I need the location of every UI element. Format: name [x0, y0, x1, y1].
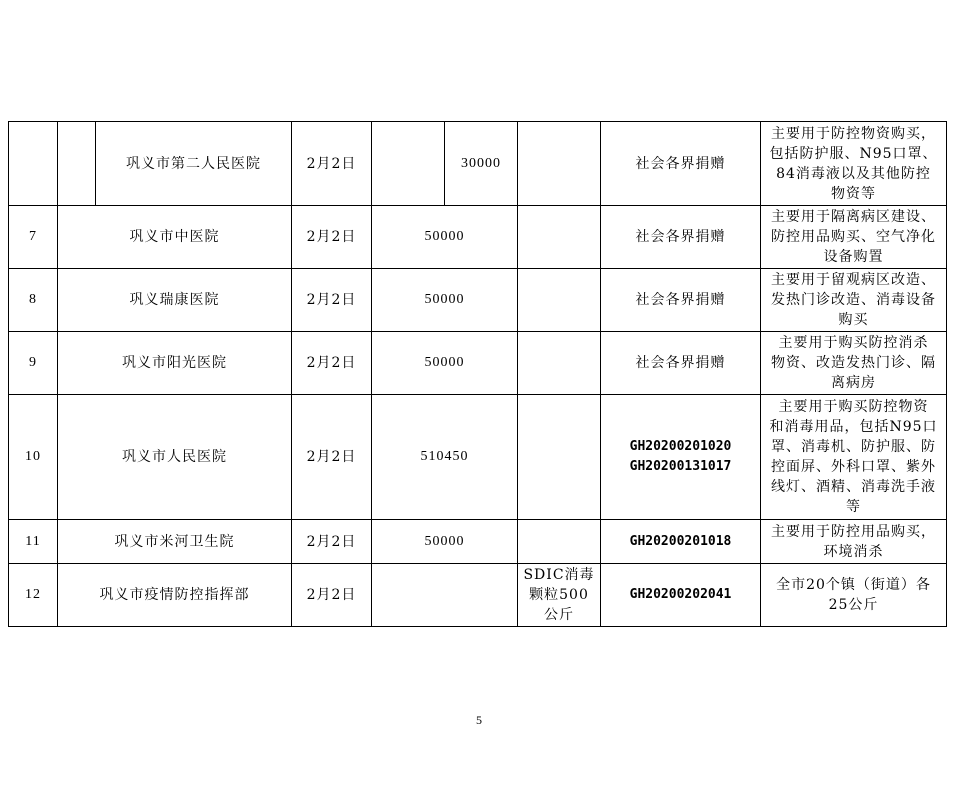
usage-description — [761, 269, 947, 332]
donation-source: 社会各界捐赠 — [601, 269, 761, 332]
row-number: 11 — [9, 520, 58, 564]
recipient-unit: 巩义市阳光医院 — [58, 332, 292, 395]
donated-goods — [518, 395, 601, 520]
donation-date: 2月2日 — [292, 332, 372, 395]
usage-line: 设备购置 — [823, 249, 884, 265]
usage-line: 主要用于防控物资购买， — [771, 125, 936, 142]
donated-goods — [518, 122, 601, 206]
usage-line: 线灯、酒精、消毒洗手液 — [771, 479, 936, 495]
recipient-unit: 巩义市疫情防控指挥部 — [58, 564, 292, 627]
donated-goods — [518, 269, 601, 332]
donation-amount — [372, 564, 518, 627]
usage-line: 罩、消毒机、防护服、防 — [771, 439, 936, 455]
usage-line: 主要用于购买防控物资 — [778, 399, 929, 415]
donation-amount: 50000 — [372, 520, 518, 564]
row-number: 7 — [9, 206, 58, 269]
goods-line: SDIC消毒 — [523, 567, 595, 583]
usage-line: 主要用于防控用品购买， — [771, 523, 936, 540]
usage-line: 物资等 — [831, 185, 876, 202]
donation-source: GH20200202041 — [601, 564, 761, 627]
table-row — [9, 395, 947, 520]
usage-line: 和消毒用品，包括N95口 — [769, 419, 938, 435]
recipient-unit: 巩义市人民医院 — [58, 395, 292, 520]
donation-source: 社会各界捐赠 — [601, 332, 761, 395]
table-row — [9, 269, 947, 332]
table-row — [9, 332, 947, 395]
usage-line: 25公斤 — [828, 597, 879, 613]
table-row — [9, 564, 947, 627]
donation-amount: 50000 — [372, 206, 518, 269]
donated-goods — [518, 332, 601, 395]
usage-line: 主要用于隔离病区建设、 — [771, 209, 936, 225]
donation-date: 2月2日 — [292, 122, 372, 206]
row-number: 12 — [9, 564, 58, 627]
donation-amount: 50000 — [372, 269, 518, 332]
usage-description — [761, 206, 947, 269]
recipient-unit: 巩义市米河卫生院 — [58, 520, 292, 564]
donation-amount: 50000 — [372, 332, 518, 395]
page-number: 5 — [476, 713, 482, 727]
donation-table — [8, 121, 947, 627]
donation-amount: 510450 — [372, 395, 518, 520]
usage-line: 防控用品购买、空气净化 — [771, 229, 936, 245]
donation-source — [601, 395, 761, 520]
recipient-unit: 巩义瑞康医院 — [58, 269, 292, 332]
source-code: GH20200201020 — [629, 439, 732, 454]
usage-line: 84消毒液以及其他防控 — [776, 165, 931, 182]
usage-description — [761, 395, 947, 520]
goods-line: 公斤 — [544, 607, 574, 623]
goods-line: 颗粒500 — [529, 587, 589, 603]
recipient-unit: 巩义市第二人民医院 — [96, 122, 292, 206]
donation-date: 2月2日 — [292, 206, 372, 269]
row-number: 9 — [9, 332, 58, 395]
usage-line: 主要用于留观病区改造、 — [771, 272, 936, 288]
usage-line: 等 — [846, 499, 861, 515]
usage-description — [761, 332, 947, 395]
recipient-unit: 巩义市中医院 — [58, 206, 292, 269]
donation-source: 社会各界捐赠 — [601, 122, 761, 206]
row-number: 8 — [9, 269, 58, 332]
usage-line: 全市20个镇（街道）各 — [776, 577, 931, 593]
table-row — [9, 520, 947, 564]
usage-line: 物资、改造发热门诊、隔 — [771, 355, 936, 371]
table-row — [9, 206, 947, 269]
usage-line: 环境消杀 — [823, 543, 884, 560]
donated-goods — [518, 520, 601, 564]
donation-date: 2月2日 — [292, 269, 372, 332]
usage-line: 控面屏、外科口罩、紫外 — [771, 459, 936, 475]
usage-line: 包括防护服、N95口罩、 — [769, 145, 938, 162]
donation-source: 社会各界捐赠 — [601, 206, 761, 269]
donation-date: 2月2日 — [292, 564, 372, 627]
table-row — [9, 122, 947, 206]
usage-line: 离病房 — [831, 375, 876, 391]
usage-description — [761, 122, 947, 206]
donation-date: 2月2日 — [292, 520, 372, 564]
blank-cell — [372, 122, 445, 206]
donation-amount: 30000 — [445, 122, 518, 206]
usage-description — [761, 520, 947, 564]
usage-line: 购买 — [838, 312, 869, 328]
source-code: GH20200131017 — [629, 459, 732, 474]
usage-description — [761, 564, 947, 627]
donated-goods — [518, 564, 601, 627]
usage-line: 发热门诊改造、消毒设备 — [771, 292, 936, 308]
row-number — [9, 122, 58, 206]
donated-goods — [518, 206, 601, 269]
donation-date: 2月2日 — [292, 395, 372, 520]
donation-source: GH20200201018 — [601, 520, 761, 564]
usage-line: 主要用于购买防控消杀 — [778, 335, 929, 351]
row-number: 10 — [9, 395, 58, 520]
blank-cell — [58, 122, 96, 206]
